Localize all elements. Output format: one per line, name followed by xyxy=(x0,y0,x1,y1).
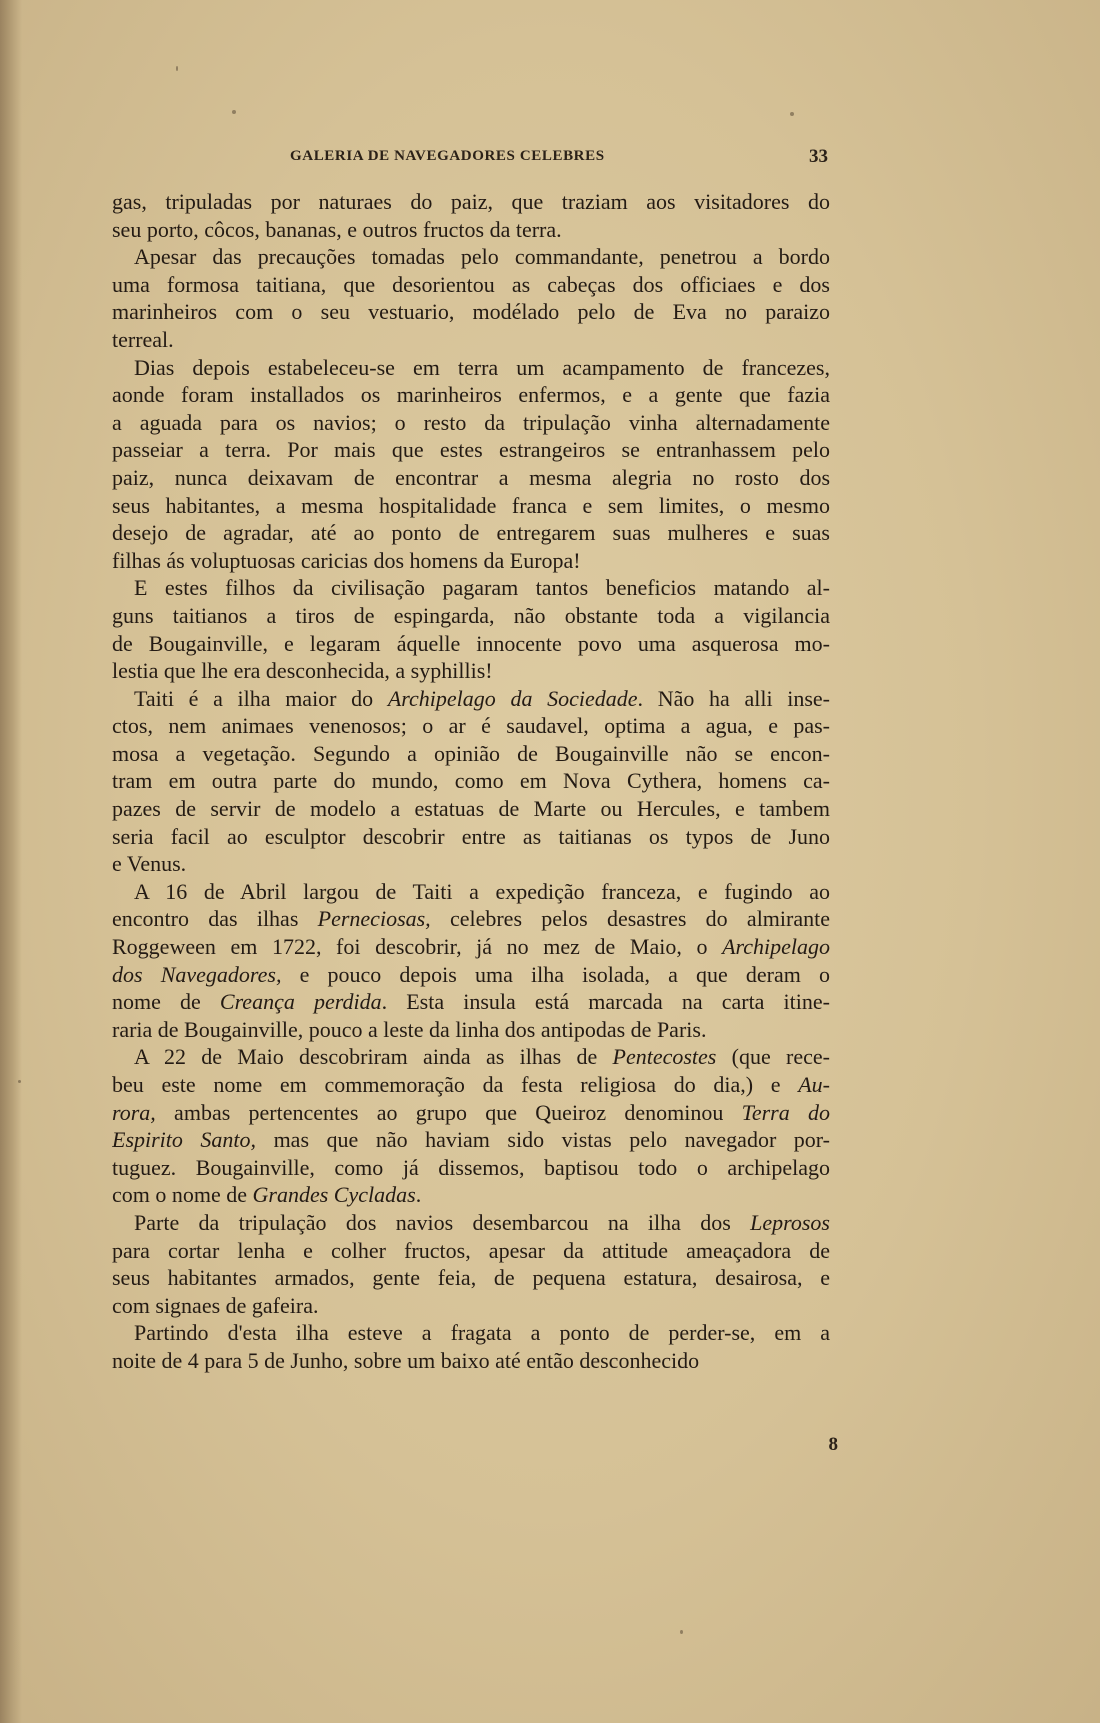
text-line xyxy=(112,988,830,1016)
text-segment: mas que não haviam sido vistas pelo navegador por- xyxy=(256,1127,830,1153)
text-line xyxy=(112,271,830,299)
text-segment: Partindo d'esta ilha esteve a fragata a ponto de perder-se, em a xyxy=(134,1320,830,1346)
italic-segment: Grandes Cycladas xyxy=(252,1182,416,1208)
italic-segment: rora, xyxy=(112,1099,156,1125)
text-line xyxy=(112,464,830,492)
paper-speck xyxy=(790,112,794,116)
text-segment: tuguez. Bougainville, como já dissemos, baptisou todo o archipelago xyxy=(112,1154,830,1180)
text-segment: nome de xyxy=(112,989,220,1015)
paper-speck xyxy=(176,66,178,71)
italic-segment: Terra do xyxy=(741,1099,830,1125)
text-segment: noite de 4 para 5 de Junho, sobre um baixo até então desconhecido xyxy=(112,1347,700,1373)
text-segment: ambas pertencentes ao grupo que Queiroz denominou xyxy=(155,1099,742,1125)
text-segment: uma formosa taitiana, que desorientou as cabeças dos officiaes e dos xyxy=(112,271,830,297)
text-line xyxy=(112,1043,830,1071)
text-segment: A 16 de Abril largou de Taiti a expedição franceza, e fugindo ao xyxy=(134,878,830,904)
text-line xyxy=(112,795,830,823)
text-line xyxy=(112,1099,830,1127)
text-segment: para cortar lenha e colher fructos, apesar da attitude ameaçadora de xyxy=(112,1237,830,1263)
text-segment: Parte da tripulação dos navios desembarcou na ilha dos xyxy=(134,1209,751,1235)
text-line xyxy=(112,436,830,464)
text-line xyxy=(112,1264,830,1292)
paper-speck xyxy=(18,1080,21,1083)
text-segment: de Bougainville, e legaram áquelle innocente povo uma asquerosa mo- xyxy=(112,630,830,656)
paper-speck xyxy=(680,1630,683,1634)
text-segment: com o nome de xyxy=(112,1182,253,1208)
text-segment: A 22 de Maio descobriram ainda as ilhas de xyxy=(134,1044,613,1070)
text-segment: encontro das ilhas xyxy=(112,906,318,932)
text-segment: . Não ha alli inse- xyxy=(637,685,830,711)
text-line xyxy=(112,354,830,382)
italic-segment: dos Navegadores, xyxy=(112,961,282,987)
page-header xyxy=(112,146,832,172)
text-line xyxy=(112,216,830,244)
text-line xyxy=(112,933,830,961)
text-segment: guns taitianos a tiros de espingarda, não obstante toda a vigilancia xyxy=(112,602,830,628)
text-line xyxy=(112,712,830,740)
text-segment: terreal. xyxy=(112,326,174,352)
text-segment: e pouco depois uma ilha isolada, a que deram o xyxy=(281,961,830,987)
text-line xyxy=(112,905,830,933)
italic-segment: Archipelago xyxy=(722,934,830,960)
signature-mark: 8 xyxy=(828,1434,838,1455)
text-segment: passeiar a terra. Por mais que estes estrangeiros se entranhassem pelo xyxy=(112,437,830,463)
text-line xyxy=(112,1347,830,1375)
text-line xyxy=(112,1016,830,1044)
text-segment: raria de Bougainville, pouco a leste da linha dos antipodas de Paris. xyxy=(112,1016,707,1042)
running-title: GALERIA DE NAVEGADORES CELEBRES xyxy=(290,148,605,164)
text-line xyxy=(112,188,830,216)
body-text xyxy=(112,188,830,1375)
text-line xyxy=(112,492,830,520)
text-segment: celebres pelos desastres do almirante xyxy=(430,906,830,932)
text-segment: lestia que lhe era desconhecida, a syphillis! xyxy=(112,658,493,684)
text-segment: (que rece- xyxy=(716,1044,830,1070)
text-segment: beu este nome em commemoração da festa religiosa do dia,) e xyxy=(112,1072,799,1097)
text-segment: pazes de servir de modelo a estatuas de Marte ou Hercules, e tambem xyxy=(112,796,830,822)
text-segment: gas, tripuladas por naturaes do paiz, que traziam aos visitadores do xyxy=(112,189,830,214)
text-segment: seu porto, côcos, bananas, e outros fructos da terra. xyxy=(112,216,562,242)
text-segment: Apesar das precauções tomadas pelo commandante, penetrou a bordo xyxy=(134,244,830,270)
text-segment: seus habitantes, a mesma hospitalidade franca e sem limites, o mesmo xyxy=(112,492,830,518)
text-line xyxy=(112,574,830,602)
text-segment: . Esta insula está marcada na carta itine- xyxy=(381,989,830,1015)
text-line xyxy=(112,602,830,630)
italic-segment: Perneciosas, xyxy=(317,906,431,932)
text-segment: Taiti é a ilha maior do xyxy=(134,685,388,711)
text-line xyxy=(112,519,830,547)
italic-segment: Espirito Santo, xyxy=(112,1127,257,1153)
text-segment: seus habitantes armados, gente feia, de pequena estatura, desairosa, e xyxy=(112,1265,830,1291)
text-line xyxy=(112,243,830,271)
text-segment: com signaes de gafeira. xyxy=(112,1292,319,1318)
page-spine-shadow xyxy=(0,0,22,1723)
text-line xyxy=(112,1209,830,1237)
text-segment: filhas ás voluptuosas caricias dos homens da Europa! xyxy=(112,547,581,573)
page-number: 33 xyxy=(809,146,828,167)
text-segment: paiz, nunca deixavam de encontrar a mesma alegria no rosto dos xyxy=(112,464,830,490)
text-line xyxy=(112,850,830,878)
text-line xyxy=(112,1071,830,1099)
text-line xyxy=(112,1126,830,1154)
text-segment: marinheiros com o seu vestuario, modélado pelo de Eva no paraizo xyxy=(112,299,830,325)
text-segment: Roggeween em 1722, foi descobrir, já no mez de Maio, o xyxy=(112,934,723,960)
text-segment: desejo de agradar, até ao ponto de entregarem suas mulheres e suas xyxy=(112,520,830,546)
text-line xyxy=(112,326,830,354)
text-line xyxy=(112,298,830,326)
text-line xyxy=(112,1154,830,1182)
text-line xyxy=(112,1237,830,1265)
italic-segment: Leprosos xyxy=(750,1209,830,1235)
text-segment: e Venus. xyxy=(112,851,187,877)
text-segment: aonde foram installados os marinheiros enfermos, e a gente que fazia xyxy=(112,382,830,408)
text-line xyxy=(112,767,830,795)
text-segment: . xyxy=(415,1182,422,1208)
text-line xyxy=(112,961,830,989)
paper-speck xyxy=(232,110,236,114)
italic-segment: Pentecostes xyxy=(612,1044,717,1070)
text-line xyxy=(112,381,830,409)
text-segment: E estes filhos da civilisação pagaram tantos beneficios matando al- xyxy=(134,575,830,601)
text-segment: tram em outra parte do mundo, como em Nova Cythera, homens ca- xyxy=(112,768,830,794)
text-line xyxy=(112,547,830,575)
italic-segment: Creança perdida xyxy=(219,989,382,1015)
text-line xyxy=(112,630,830,658)
italic-segment: Au- xyxy=(798,1072,830,1097)
text-segment: mosa a vegetação. Segundo a opinião de Bougainville não se encon- xyxy=(112,740,830,766)
text-line xyxy=(112,657,830,685)
text-segment: a aguada para os navios; o resto da tripulação vinha alternadamente xyxy=(112,409,830,435)
text-line xyxy=(112,740,830,768)
italic-segment: Archipelago da Sociedade xyxy=(387,685,638,711)
text-line xyxy=(112,409,830,437)
text-segment: ctos, nem animaes venenosos; o ar é saudavel, optima a agua, e pas- xyxy=(112,713,830,739)
text-line xyxy=(112,1292,830,1320)
text-segment: Dias depois estabeleceu-se em terra um acampamento de francezes, xyxy=(134,354,830,380)
text-line xyxy=(112,878,830,906)
text-segment: seria facil ao esculptor descobrir entre as taitianas os typos de Juno xyxy=(112,823,830,849)
text-line xyxy=(112,1181,830,1209)
text-line xyxy=(112,1319,830,1347)
text-line xyxy=(112,685,830,713)
text-line xyxy=(112,823,830,851)
